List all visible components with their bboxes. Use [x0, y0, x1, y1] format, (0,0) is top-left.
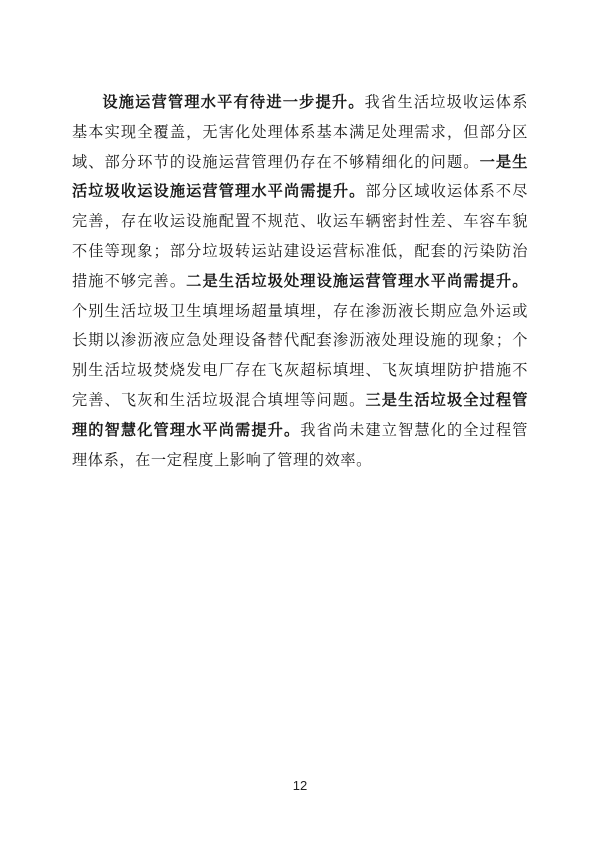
body-paragraph	[72, 88, 528, 475]
page-number: 12	[292, 778, 308, 793]
lead-heading: 设施运营管理水平有待进一步提升。	[102, 93, 365, 111]
point-one-heading: 一是生活垃圾收运设施运营管理水平尚需提升。	[72, 152, 528, 201]
paragraph-text: 我省尚未建立智慧化的全过程管理体系，在一定程度上影响了管理的效率。	[72, 420, 529, 469]
point-three-heading: 三是生活垃圾全过程管理的智慧化管理水平尚需提升。	[72, 390, 528, 439]
point-two-heading: 二是生活垃圾处理设施运营管理水平尚需提升。	[186, 271, 529, 290]
paragraph-text: 个别生活垃圾卫生填埋场超量填埋，存在渗沥液长期应急外运或长期以渗沥液应急处理设备替代配套渗沥液处理设施的现象；个别生活垃圾焚烧发电厂存在飞灰超标填埋、飞灰填埋防护措施不完善、飞灰和生活垃圾混合填埋等问题。	[72, 301, 528, 409]
paragraph-text: 我省生活垃圾收运体系基本实现全覆盖，无害化处理体系基本满足处理需求，但部分区域、部分环节的设施运营管理仍存在不够精细化的问题。	[72, 93, 528, 171]
paragraph-text: 部分区域收运体系不尽完善，存在收运设施配置不规范、收运车辆密封性差、车容车貌不佳等现象；部分垃圾转运站建设运营标准低，配套的污染防治措施不够完善。	[72, 182, 528, 290]
